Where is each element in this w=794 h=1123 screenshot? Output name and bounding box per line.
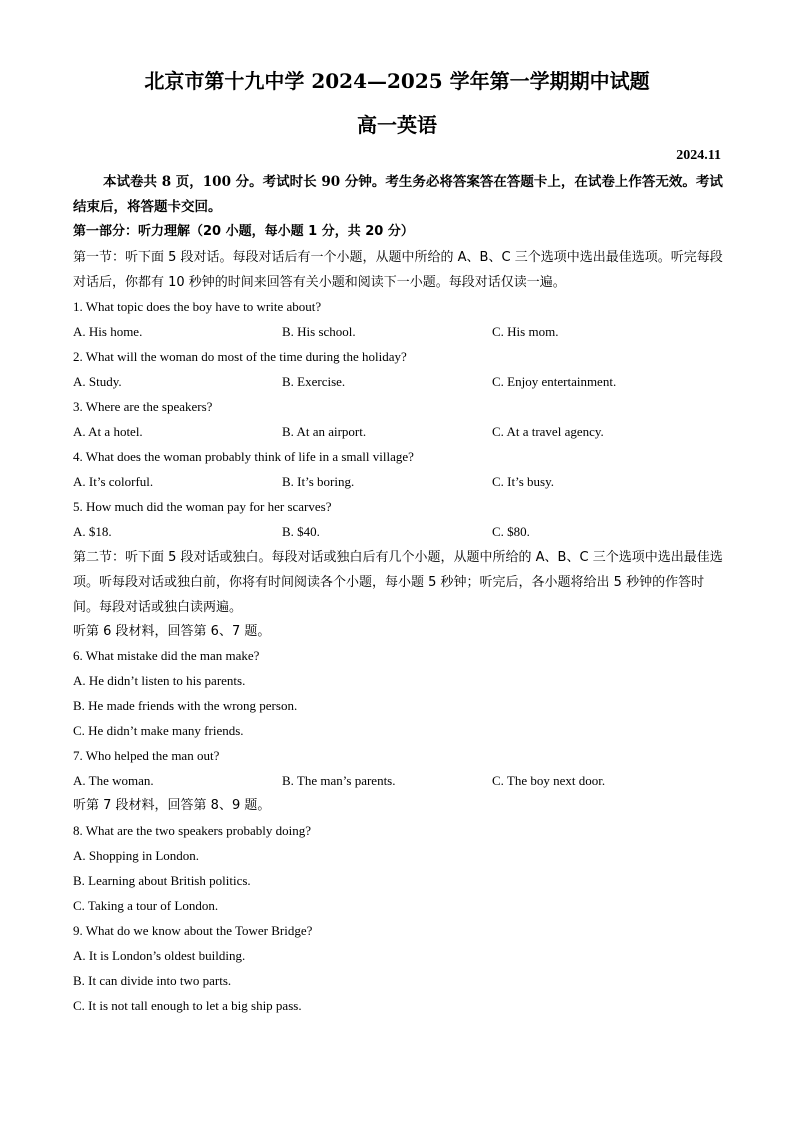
q3-option-a: A. At a hotel. bbox=[73, 424, 143, 439]
q7-option-a: A. The woman. bbox=[73, 773, 154, 788]
q4-option-c: C. It’s busy. bbox=[492, 474, 554, 489]
q5-option-c: C. $80. bbox=[492, 524, 530, 539]
q6-option-c: C. He didn’t make many friends. bbox=[73, 723, 244, 738]
question-8: 8. What are the two speakers probably doing? bbox=[73, 823, 312, 838]
q1-option-c: C. His mom. bbox=[492, 324, 559, 339]
q2-option-a: A. Study. bbox=[73, 374, 122, 389]
q9-option-c: C. It is not tall enough to let a big ship pass. bbox=[73, 998, 302, 1013]
q1-option-a: A. His home. bbox=[73, 324, 143, 339]
q3-option-c: C. At a travel agency. bbox=[492, 424, 604, 439]
q8-option-b: B. Learning about British politics. bbox=[73, 873, 251, 888]
q3-option-b: B. At an airport. bbox=[282, 424, 367, 439]
q5-option-b: B. $40. bbox=[282, 524, 320, 539]
q6-option-b: B. He made friends with the wrong person. bbox=[73, 698, 298, 713]
part1-heading: 第一部分：听力理解（20 小题，每小题 1 分，共 20 分） bbox=[73, 224, 414, 239]
q2-option-c: C. Enjoy entertainment. bbox=[492, 374, 617, 389]
question-3: 3. Where are the speakers? bbox=[73, 399, 213, 414]
q9-option-a: A. It is London’s oldest building. bbox=[73, 948, 246, 963]
q2-option-b: B. Exercise. bbox=[282, 374, 346, 389]
question-9: 9. What do we know about the Tower Bridge? bbox=[73, 923, 313, 938]
material-7-note: 听第 7 段材料，回答第 8、9 题。 bbox=[73, 798, 271, 813]
question-4: 4. What does the woman probably think of life in a small village? bbox=[73, 449, 414, 464]
q7-option-b: B. The man’s parents. bbox=[282, 773, 396, 788]
exam-date: 2024.11 bbox=[676, 148, 721, 163]
q4-option-a: A. It’s colorful. bbox=[73, 474, 154, 489]
exam-title: 北京市第十九中学 2024—2025 学年第一学期期中试题 bbox=[144, 69, 650, 93]
question-7: 7. Who helped the man out? bbox=[73, 748, 220, 763]
q9-option-b: B. It can divide into two parts. bbox=[73, 973, 232, 988]
exam-subject: 高一英语 bbox=[357, 113, 437, 137]
material-6-note: 听第 6 段材料，回答第 6、7 题。 bbox=[73, 624, 271, 639]
q7-option-c: C. The boy next door. bbox=[492, 773, 606, 788]
q1-option-b: B. His school. bbox=[282, 324, 356, 339]
section2-directions: 第二节：听下面 5 段对话或独白。每段对话或独白后有几个小题，从题中所给的 A、B、C 三个选项中选出最佳选项。听每段对话或独白前，你将有时间阅读各个小题，每小题 5 秒钟；听完后，各小题将给出 5 秒钟的作答时间。每段对话或独白读两遍。 bbox=[73, 550, 723, 615]
question-2: 2. What will the woman do most of the time during the holiday? bbox=[73, 349, 407, 364]
question-1: 1. What topic does the boy have to write about? bbox=[73, 299, 322, 314]
q6-option-a: A. He didn’t listen to his parents. bbox=[73, 673, 246, 688]
q4-option-b: B. It’s boring. bbox=[282, 474, 355, 489]
q8-option-a: A. Shopping in London. bbox=[73, 848, 200, 863]
q5-option-a: A. $18. bbox=[73, 524, 112, 539]
question-6: 6. What mistake did the man make? bbox=[73, 648, 260, 663]
section1-directions: 第一节：听下面 5 段对话。每段对话后有一个小题，从题中所给的 A、B、C 三个选项中选出最佳选项。听完每段对话后，你都有 10 秒钟的时间来回答有关小题和阅读下一小题。每段对话仅读一遍。 bbox=[73, 250, 723, 290]
question-5: 5. How much did the woman pay for her scarves? bbox=[73, 499, 332, 514]
q8-option-c: C. Taking a tour of London. bbox=[73, 898, 219, 913]
exam-instructions: 本试卷共 8 页，100 分。考试时长 90 分钟。考生务必将答案答在答题卡上，在试卷上作答无效。考试结束后，将答题卡交回。 bbox=[73, 174, 723, 215]
